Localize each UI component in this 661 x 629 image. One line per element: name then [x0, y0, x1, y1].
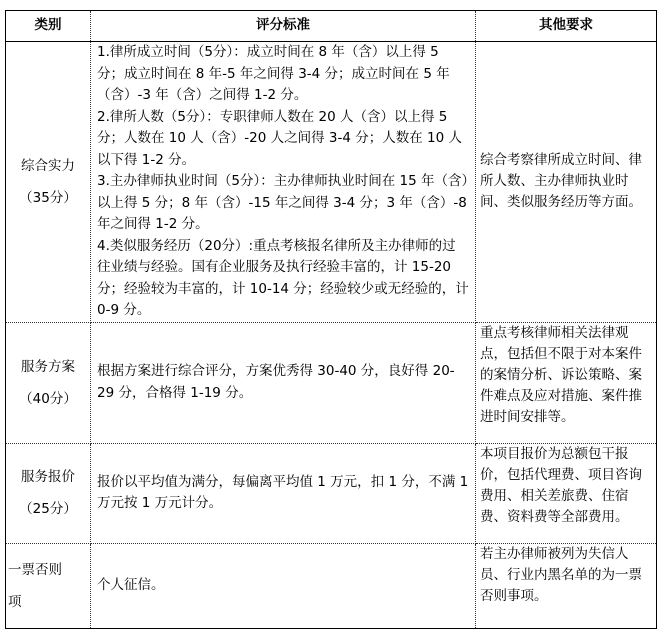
other-requirements-cell: 本项目报价为总额包干报价，包括代理费、项目咨询费用、相关差旅费、住宿费、资料费等全部费用。 — [476, 443, 657, 543]
category-points: （40分） — [19, 390, 77, 407]
table-row — [6, 443, 657, 543]
table-row — [6, 322, 657, 443]
other-requirements-cell: 重点考核律师相关法律观点，包括但不限于对本案件的案情分析、诉讼策略、案件难点及应对措施、案件推进时间安排等。 — [476, 322, 657, 443]
table-header-row — [6, 11, 657, 42]
criteria-item: 根据方案进行综合评分，方案优秀得 30-40 分，良好得 20-29 分，合格得 1-19 分。 — [97, 363, 455, 401]
table-row — [6, 543, 657, 628]
category-label: 综合实力 — [21, 157, 75, 174]
header-criteria: 评分标准 — [91, 11, 476, 42]
criteria-cell — [91, 42, 476, 323]
criteria-cell — [91, 322, 476, 443]
category-cell — [6, 543, 91, 628]
category-label: 一票否则 — [8, 561, 62, 578]
category-points: （25分） — [19, 501, 77, 517]
criteria-item: 报价以平均值为满分，每偏离平均值 1 万元，扣 1 分，不满 1 万元按 1 万元计分。 — [97, 473, 469, 511]
table-row — [6, 42, 657, 323]
other-requirements-cell: 综合考察律所成立时间、律所人数、主办律师执业时间、类似服务经历等方面。 — [476, 42, 657, 323]
criteria-cell — [91, 543, 476, 628]
category-points: （35分） — [19, 189, 77, 206]
category-label-cont: 项 — [8, 593, 22, 610]
criteria-item: 个人征信。 — [97, 576, 165, 593]
category-cell — [6, 443, 91, 543]
other-requirements-cell: 若主办律师被列为失信人员、行业内黑名单的为一票否则事项。 — [476, 543, 657, 628]
criteria-item: 2.律所人数（5分）：专职律师人数在 20 人（含）以上得 5 分；人数在 10 人（含）-20 人之间得 3-4 分；人数在 10 人以下得 1-2 分。 — [97, 108, 462, 168]
criteria-cell — [91, 443, 476, 543]
category-cell — [6, 42, 91, 323]
category-label: 服务方案 — [21, 358, 75, 375]
scoring-table — [5, 10, 657, 629]
criteria-item: 4.类似服务经历（20分）:重点考核报名律所及主办律师的过往业绩与经验。国有企业服务及执行经验丰富的，计 15-20 分；经验较为丰富的，计 10-14 分；经验较少或无经验的，计 0-9 分。 — [97, 237, 469, 318]
category-cell — [6, 322, 91, 443]
header-category: 类别 — [6, 11, 91, 42]
criteria-item: 3.主办律师执业时间（5分）：主办律师执业时间在 15 年（含）以上得 5 分；8 年（含）-15 年之间得 3-4 分；3 年（含）-8 年之间得 1-2 分。 — [97, 173, 469, 232]
header-other: 其他要求 — [476, 11, 657, 42]
category-label: 服务报价 — [21, 469, 75, 485]
criteria-item: 1.律所成立时间（5分）：成立时间在 8 年（含）以上得 5 分；成立时间在 8 年-5 年之间得 3-4 分；成立时间在 5 年（含）-3 年（含）之间得 1-2 分。 — [97, 44, 450, 103]
